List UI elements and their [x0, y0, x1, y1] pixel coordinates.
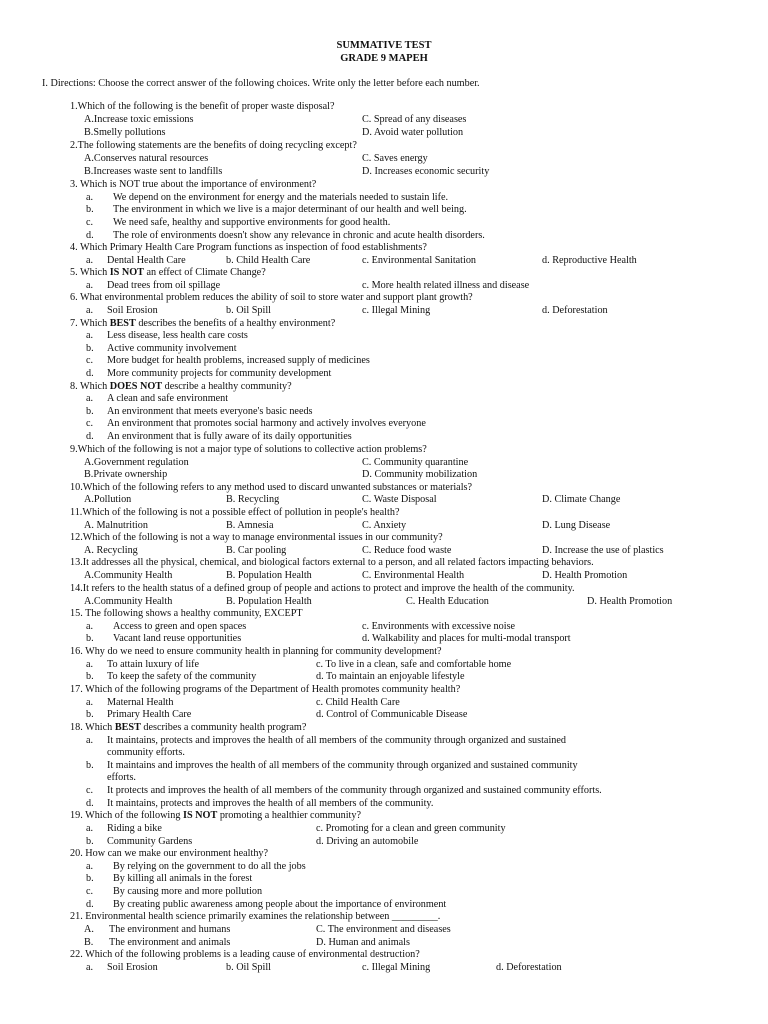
answer-option: d. Deforestation — [542, 305, 608, 316]
answer-option: By causing more and more pollution — [113, 886, 263, 897]
option-letter: b. — [86, 633, 94, 644]
option-letter: a. — [86, 861, 94, 872]
answer-option: B. Car pooling — [226, 545, 287, 556]
answer-option: Soil Erosion — [107, 962, 158, 973]
answer-option: The environment and animals — [109, 937, 231, 948]
question-text: community efforts. — [107, 747, 185, 758]
question-text: 7. Which BEST describes the benefits of a healthy environment? — [70, 318, 336, 329]
option-letter: d. — [86, 431, 94, 442]
option-letter: a. — [86, 823, 94, 834]
option-letter: a. — [86, 330, 94, 341]
emphasis: BEST — [109, 318, 136, 329]
answer-option: By creating public awareness among people about the importance of environment — [113, 899, 447, 910]
option-letter: a. — [86, 305, 94, 316]
answer-option: A. Recycling — [84, 545, 138, 556]
answer-option: A.Government regulation — [84, 457, 189, 468]
answer-option: c. To live in a clean, safe and comfortable home — [316, 659, 512, 670]
answer-option: To keep the safety of the community — [107, 671, 257, 682]
answer-option: Community Gardens — [107, 836, 193, 847]
option-letter: d. — [86, 368, 94, 379]
answer-option: C. Anxiety — [362, 520, 407, 531]
option-letter: a. — [86, 962, 94, 973]
option-letter: a. — [86, 659, 94, 670]
option-letter: b. — [86, 836, 94, 847]
emphasis: IS NOT — [109, 267, 144, 278]
option-letter: c. — [86, 217, 94, 228]
option-letter: b. — [86, 671, 94, 682]
option-letter: B. — [84, 937, 94, 948]
emphasis: IS NOT — [183, 810, 218, 821]
answer-option: Active community involvement — [107, 343, 237, 354]
answer-option: Vacant land reuse opportunities — [113, 633, 242, 644]
answer-option: Riding a bike — [107, 823, 162, 834]
answer-option: C. Environmental Health — [362, 570, 465, 581]
option-letter: A. — [84, 924, 94, 935]
answer-option: B. Recycling — [226, 494, 280, 505]
answer-option: By relying on the government to do all the jobs — [113, 861, 306, 872]
answer-option: D. Increase the use of plastics — [542, 545, 664, 556]
answer-option: It maintains, protects and improves the health of all members of the community. — [107, 798, 434, 809]
question-text: 13.It addresses all the physical, chemical, and biological factors external to a person, and all related factors impacting behaviors. — [70, 557, 594, 568]
option-letter: c. — [86, 418, 94, 429]
answer-option: The environment in which we live is a major determinant of our health and well being. — [113, 204, 467, 215]
answer-option: b. Child Health Care — [226, 255, 311, 266]
option-letter: d. — [86, 899, 94, 910]
answer-option: We depend on the environment for energy and the materials needed to sustain life. — [113, 192, 449, 203]
option-letter: c. — [86, 886, 94, 897]
answer-option: An environment that promotes social harmony and actively involves everyone — [107, 418, 426, 429]
question-text: 18. Which BEST describes a community health program? — [70, 722, 307, 733]
answer-option: A.Pollution — [84, 494, 132, 505]
answer-option: Primary Health Care — [107, 709, 192, 720]
answer-option: D. Increases economic security — [362, 166, 490, 177]
answer-option: To attain luxury of life — [107, 659, 200, 670]
answer-option: It maintains, protects and improves the health of all members of the community through organized and sustained — [107, 735, 566, 746]
question-text: 21. Environmental health science primarily examines the relationship between _________. — [70, 911, 441, 922]
answer-option: D. Lung Disease — [542, 520, 611, 531]
option-letter: a. — [86, 255, 94, 266]
option-letter: b. — [86, 873, 94, 884]
option-letter: b. — [86, 204, 94, 215]
answer-option: The role of environments doesn't show any relevance in chronic and acute health disorders. — [113, 230, 485, 241]
answer-option: B. Population Health — [226, 570, 312, 581]
question-text: 14.It refers to the health status of a defined group of people and actions to protect and improve the health of the community. — [70, 583, 575, 594]
answer-option: C. Reduce food waste — [362, 545, 452, 556]
answer-option: Dental Health Care — [107, 255, 186, 266]
answer-option: By killing all animals in the forest — [113, 873, 253, 884]
question-text: 22. Which of the following problems is a leading cause of environmental destruction? — [70, 949, 420, 960]
answer-option: D. Avoid water pollution — [362, 127, 464, 138]
question-text: 1.Which of the following is the benefit of proper waste disposal? — [70, 101, 335, 112]
answer-option: B.Increases waste sent to landfills — [84, 166, 223, 177]
option-letter: a. — [86, 393, 94, 404]
answer-option: The environment and humans — [109, 924, 231, 935]
answer-option: Less disease, less health care costs — [107, 330, 248, 341]
answer-option: A.Community Health — [84, 596, 173, 607]
answer-option: D. Community mobilization — [362, 469, 478, 480]
option-letter: b. — [86, 760, 94, 771]
answer-option: More community projects for community development — [107, 368, 332, 379]
option-letter: d. — [86, 230, 94, 241]
answer-option: C. Saves energy — [362, 153, 428, 164]
answer-option: C. Waste Disposal — [362, 494, 437, 505]
answer-option: c. Promoting for a clean and green community — [316, 823, 506, 834]
answer-option: C. Community quarantine — [362, 457, 469, 468]
answer-option: Maternal Health — [107, 697, 174, 708]
answer-option: d. To maintain an enjoyable lifestyle — [316, 671, 465, 682]
option-letter: a. — [86, 192, 94, 203]
question-text: 4. Which Primary Health Care Program functions as inspection of food establishments? — [70, 242, 427, 253]
emphasis: DOES NOT — [109, 381, 163, 392]
question-text: 6. What environmental problem reduces the ability of soil to store water and support plant growth? — [70, 292, 473, 303]
question-text: 12.Which of the following is not a way to manage environmental issues in our community? — [70, 532, 443, 543]
question-text: 9.Which of the following is not a major type of solutions to collective action problems? — [70, 444, 427, 455]
option-letter: a. — [86, 697, 94, 708]
answer-option: D. Climate Change — [542, 494, 621, 505]
answer-option: d. Reproductive Health — [542, 255, 637, 266]
answer-option: A.Conserves natural resources — [84, 153, 209, 164]
answer-option: c. Illegal Mining — [362, 305, 431, 316]
answer-option: A.Community Health — [84, 570, 173, 581]
answer-option: b. Oil Spill — [226, 962, 272, 973]
question-text: 19. Which of the following IS NOT promoting a healthier community? — [70, 810, 361, 821]
answer-option: Dead trees from oil spillage — [107, 280, 221, 291]
answer-option: D. Human and animals — [316, 937, 410, 948]
answer-option: It maintains and improves the health of all members of the community through organized and sustained community — [107, 760, 578, 771]
question-text: 10.Which of the following refers to any method used to discard unwanted substances or materials? — [70, 482, 473, 493]
question-text: 16. Why do we need to ensure community health in planning for community development? — [70, 646, 442, 657]
question-text: 2.The following statements are the benefits of doing recycling except? — [70, 140, 357, 151]
answer-option: A. Malnutrition — [84, 520, 148, 531]
answer-option: It protects and improves the health of all members of the community through organized and sustained community efforts. — [107, 785, 602, 796]
test-title: SUMMATIVE TEST — [336, 40, 432, 51]
question-text: 15. The following shows a healthy community, EXCEPT — [70, 608, 303, 619]
option-letter: d. — [86, 798, 94, 809]
option-letter: b. — [86, 406, 94, 417]
question-text: efforts. — [107, 772, 136, 783]
answer-option: D. Health Promotion — [587, 596, 673, 607]
question-text: 3. Which is NOT true about the importance of environment? — [70, 179, 317, 190]
question-text: 17. Which of the following programs of the Department of Health promotes community health? — [70, 684, 461, 695]
option-letter: a. — [86, 621, 94, 632]
question-text: 8. Which DOES NOT describe a healthy community? — [70, 381, 292, 392]
question-text: 11.Which of the following is not a possible effect of pollution in people's health? — [70, 507, 400, 518]
answer-option: Soil Erosion — [107, 305, 158, 316]
option-letter: b. — [86, 343, 94, 354]
answer-option: d. Deforestation — [496, 962, 562, 973]
answer-option: Access to green and open spaces — [113, 621, 247, 632]
answer-option: D. Health Promotion — [542, 570, 628, 581]
answer-option: B. Amnesia — [226, 520, 274, 531]
answer-option: C. The environment and diseases — [316, 924, 451, 935]
option-letter: c. — [86, 355, 94, 366]
answer-option: An environment that is fully aware of its daily opportunities — [107, 431, 352, 442]
answer-option: B. Population Health — [226, 596, 312, 607]
answer-option: d. Control of Communicable Disease — [316, 709, 468, 720]
option-letter: a. — [86, 280, 94, 291]
answer-option: d. Driving an automobile — [316, 836, 419, 847]
answer-option: More budget for health problems, increased supply of medicines — [107, 355, 370, 366]
option-letter: c. — [86, 785, 94, 796]
answer-option: B.Smelly pollutions — [84, 127, 166, 138]
option-letter: b. — [86, 709, 94, 720]
answer-option: A clean and safe environment — [107, 393, 229, 404]
answer-option: d. Walkability and places for multi-modal transport — [362, 633, 571, 644]
answer-option: An environment that meets everyone's basic needs — [107, 406, 313, 417]
answer-option: b. Oil Spill — [226, 305, 272, 316]
answer-option: c. Environments with excessive noise — [362, 621, 516, 632]
question-text: 20. How can we make our environment healthy? — [70, 848, 269, 859]
answer-option: c. Child Health Care — [316, 697, 400, 708]
answer-option: B.Private ownership — [84, 469, 168, 480]
question-text: 5. Which IS NOT an effect of Climate Change? — [70, 267, 266, 278]
answer-option: We need safe, healthy and supportive environments for good health. — [113, 217, 391, 228]
answer-option: c. More health related illness and disease — [362, 280, 530, 291]
answer-option: c. Environmental Sanitation — [362, 255, 477, 266]
answer-option: C. Health Education — [406, 596, 489, 607]
directions: I. Directions: Choose the correct answer of the following choices. Write only the letter before each number. — [42, 78, 480, 89]
test-subtitle: GRADE 9 MAPEH — [340, 53, 428, 64]
answer-option: A.Increase toxic emissions — [84, 114, 194, 125]
answer-option: C. Spread of any diseases — [362, 114, 467, 125]
answer-option: c. Illegal Mining — [362, 962, 431, 973]
emphasis: BEST — [114, 722, 141, 733]
option-letter: a. — [86, 735, 94, 746]
